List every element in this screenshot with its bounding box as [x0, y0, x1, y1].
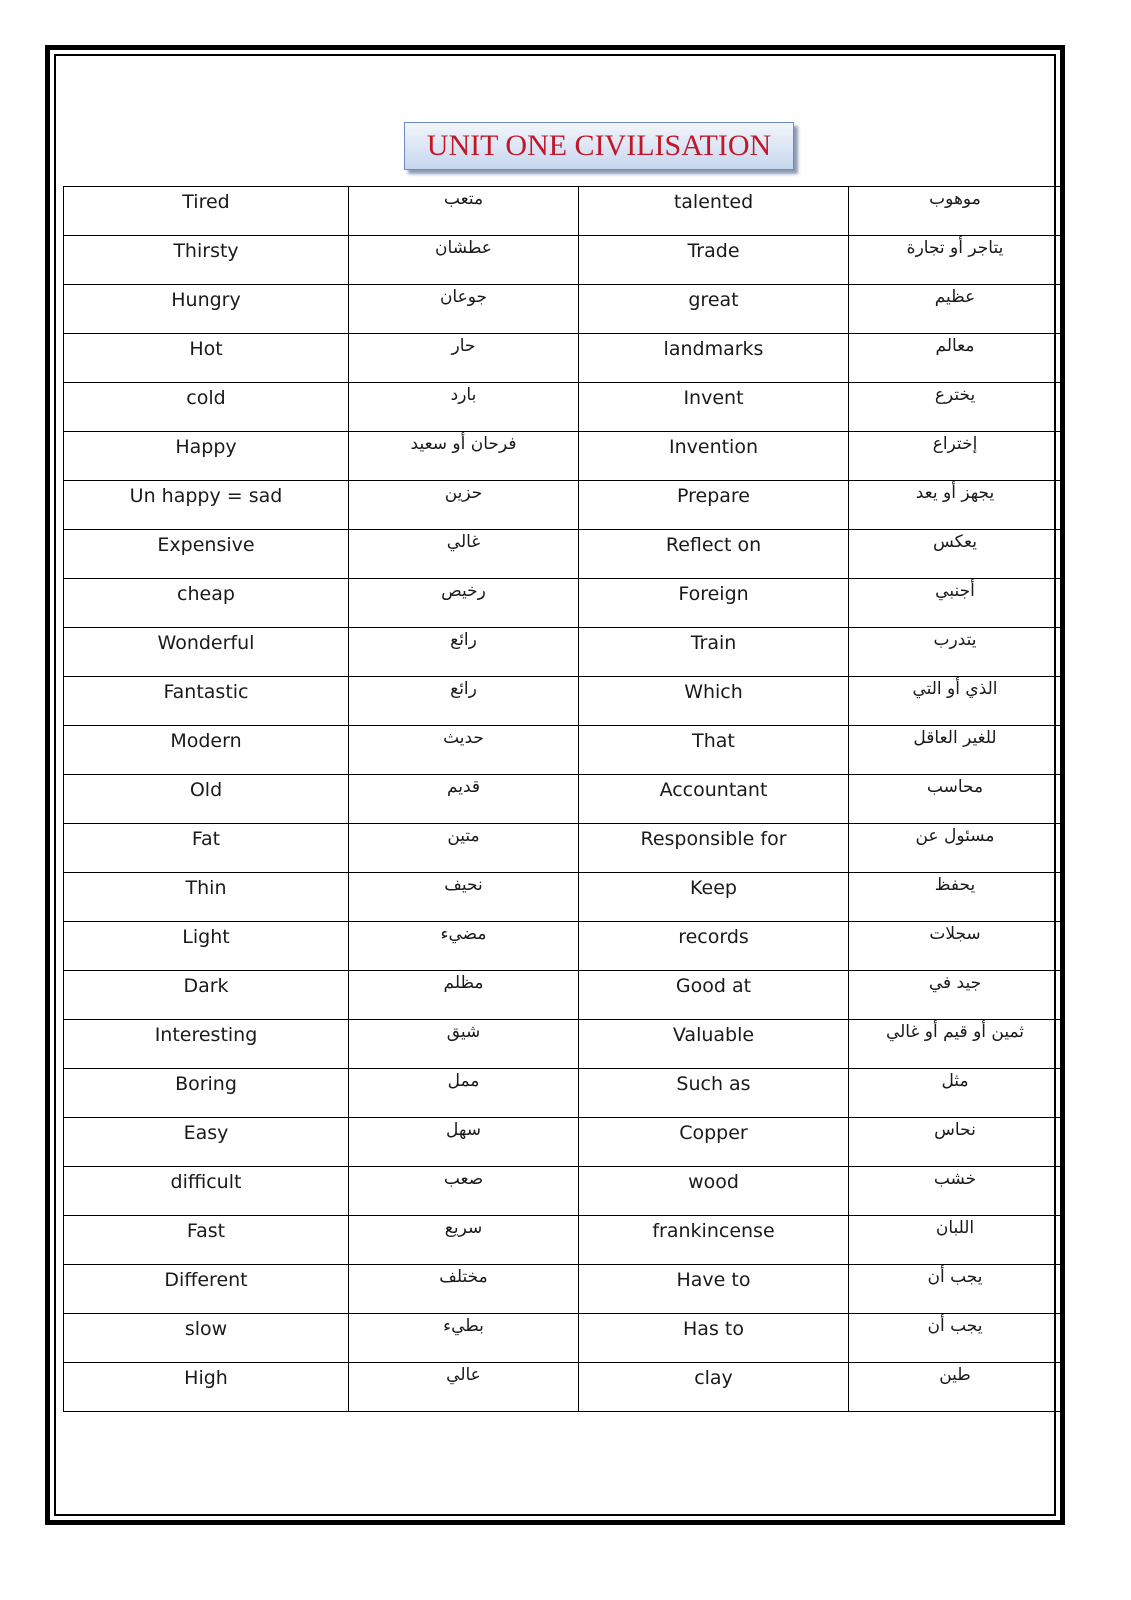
vocabulary-table [63, 186, 1062, 1412]
arabic-meaning-cell: غالي [349, 530, 579, 579]
english-word-cell: records [579, 922, 849, 971]
english-word-cell: cheap [64, 579, 349, 628]
english-word-cell: Accountant [579, 775, 849, 824]
english-word-cell: Reflect on [579, 530, 849, 579]
arabic-meaning-cell: طين [849, 1363, 1062, 1412]
table-row [64, 530, 1062, 579]
english-word-cell: slow [64, 1314, 349, 1363]
english-word-cell: Light [64, 922, 349, 971]
arabic-meaning-cell: يخترع [849, 383, 1062, 432]
english-word-cell: landmarks [579, 334, 849, 383]
table-row [64, 1020, 1062, 1069]
arabic-meaning-cell: مسئول عن [849, 824, 1062, 873]
english-word-cell: talented [579, 187, 849, 236]
english-word-cell: frankincense [579, 1216, 849, 1265]
table-row [64, 1314, 1062, 1363]
english-word-cell: cold [64, 383, 349, 432]
arabic-meaning-cell: بارد [349, 383, 579, 432]
english-word-cell: Thirsty [64, 236, 349, 285]
english-word-cell: Old [64, 775, 349, 824]
arabic-meaning-cell: معالم [849, 334, 1062, 383]
english-word-cell: Boring [64, 1069, 349, 1118]
arabic-meaning-cell: مختلف [349, 1265, 579, 1314]
arabic-meaning-cell: متين [349, 824, 579, 873]
english-word-cell: Wonderful [64, 628, 349, 677]
arabic-meaning-cell: عطشان [349, 236, 579, 285]
english-word-cell: Tired [64, 187, 349, 236]
arabic-meaning-cell: مظلم [349, 971, 579, 1020]
english-word-cell: Have to [579, 1265, 849, 1314]
english-word-cell: great [579, 285, 849, 334]
arabic-meaning-cell: يعكس [849, 530, 1062, 579]
english-word-cell: Happy [64, 432, 349, 481]
arabic-meaning-cell: قديم [349, 775, 579, 824]
arabic-meaning-cell: متعب [349, 187, 579, 236]
english-word-cell: Fat [64, 824, 349, 873]
table-row [64, 285, 1062, 334]
english-word-cell: Copper [579, 1118, 849, 1167]
english-word-cell: Modern [64, 726, 349, 775]
table-row [64, 677, 1062, 726]
arabic-meaning-cell: فرحان أو سعيد [349, 432, 579, 481]
english-word-cell: That [579, 726, 849, 775]
arabic-meaning-cell: سريع [349, 1216, 579, 1265]
table-row [64, 873, 1062, 922]
table-row [64, 1118, 1062, 1167]
arabic-meaning-cell: جوعان [349, 285, 579, 334]
table-row [64, 579, 1062, 628]
english-word-cell: Hot [64, 334, 349, 383]
english-word-cell: Fast [64, 1216, 349, 1265]
english-word-cell: Responsible for [579, 824, 849, 873]
table-row [64, 334, 1062, 383]
table-row [64, 1167, 1062, 1216]
arabic-meaning-cell: مضيء [349, 922, 579, 971]
english-word-cell: Train [579, 628, 849, 677]
english-word-cell: clay [579, 1363, 849, 1412]
arabic-meaning-cell: موهوب [849, 187, 1062, 236]
arabic-meaning-cell: عالي [349, 1363, 579, 1412]
english-word-cell: Expensive [64, 530, 349, 579]
english-word-cell: Valuable [579, 1020, 849, 1069]
arabic-meaning-cell: ممل [349, 1069, 579, 1118]
english-word-cell: Un happy = sad [64, 481, 349, 530]
english-word-cell: difficult [64, 1167, 349, 1216]
arabic-meaning-cell: نحيف [349, 873, 579, 922]
arabic-meaning-cell: بطيء [349, 1314, 579, 1363]
arabic-meaning-cell: رائع [349, 677, 579, 726]
table-row [64, 481, 1062, 530]
table-row [64, 1363, 1062, 1412]
table-row [64, 628, 1062, 677]
arabic-meaning-cell: حديث [349, 726, 579, 775]
english-word-cell: Invent [579, 383, 849, 432]
arabic-meaning-cell: للغير العاقل [849, 726, 1062, 775]
table-row [64, 1216, 1062, 1265]
english-word-cell: Easy [64, 1118, 349, 1167]
arabic-meaning-cell: اللبان [849, 1216, 1062, 1265]
english-word-cell: Has to [579, 1314, 849, 1363]
table-row [64, 824, 1062, 873]
arabic-meaning-cell: عظيم [849, 285, 1062, 334]
arabic-meaning-cell: محاسب [849, 775, 1062, 824]
arabic-meaning-cell: يجهز أو يعد [849, 481, 1062, 530]
table-row [64, 383, 1062, 432]
table-row [64, 922, 1062, 971]
english-word-cell: Dark [64, 971, 349, 1020]
arabic-meaning-cell: مثل [849, 1069, 1062, 1118]
arabic-meaning-cell: أجنبي [849, 579, 1062, 628]
arabic-meaning-cell: يتدرب [849, 628, 1062, 677]
english-word-cell: Prepare [579, 481, 849, 530]
arabic-meaning-cell: صعب [349, 1167, 579, 1216]
table-row [64, 1069, 1062, 1118]
english-word-cell: Good at [579, 971, 849, 1020]
arabic-meaning-cell: رخيص [349, 579, 579, 628]
arabic-meaning-cell: سجلات [849, 922, 1062, 971]
english-word-cell: Invention [579, 432, 849, 481]
arabic-meaning-cell: ثمين أو قيم أو غالي [849, 1020, 1062, 1069]
english-word-cell: Interesting [64, 1020, 349, 1069]
page-title: UNIT ONE CIVILISATION [404, 122, 794, 170]
table-row [64, 236, 1062, 285]
english-word-cell: Such as [579, 1069, 849, 1118]
table-row [64, 187, 1062, 236]
arabic-meaning-cell: حزين [349, 481, 579, 530]
english-word-cell: Fantastic [64, 677, 349, 726]
arabic-meaning-cell: يجب أن [849, 1265, 1062, 1314]
arabic-meaning-cell: خشب [849, 1167, 1062, 1216]
english-word-cell: Trade [579, 236, 849, 285]
arabic-meaning-cell: جيد في [849, 971, 1062, 1020]
english-word-cell: High [64, 1363, 349, 1412]
english-word-cell: wood [579, 1167, 849, 1216]
arabic-meaning-cell: رائع [349, 628, 579, 677]
table-row [64, 726, 1062, 775]
arabic-meaning-cell: يتاجر أو تجارة [849, 236, 1062, 285]
table-row [64, 971, 1062, 1020]
table-row [64, 1265, 1062, 1314]
table-row [64, 432, 1062, 481]
arabic-meaning-cell: يجب أن [849, 1314, 1062, 1363]
arabic-meaning-cell: شيق [349, 1020, 579, 1069]
arabic-meaning-cell: الذي أو التي [849, 677, 1062, 726]
english-word-cell: Keep [579, 873, 849, 922]
english-word-cell: Which [579, 677, 849, 726]
english-word-cell: Thin [64, 873, 349, 922]
arabic-meaning-cell: حار [349, 334, 579, 383]
arabic-meaning-cell: نحاس [849, 1118, 1062, 1167]
english-word-cell: Foreign [579, 579, 849, 628]
english-word-cell: Different [64, 1265, 349, 1314]
arabic-meaning-cell: سهل [349, 1118, 579, 1167]
table-row [64, 775, 1062, 824]
arabic-meaning-cell: إختراع [849, 432, 1062, 481]
english-word-cell: Hungry [64, 285, 349, 334]
arabic-meaning-cell: يحفظ [849, 873, 1062, 922]
